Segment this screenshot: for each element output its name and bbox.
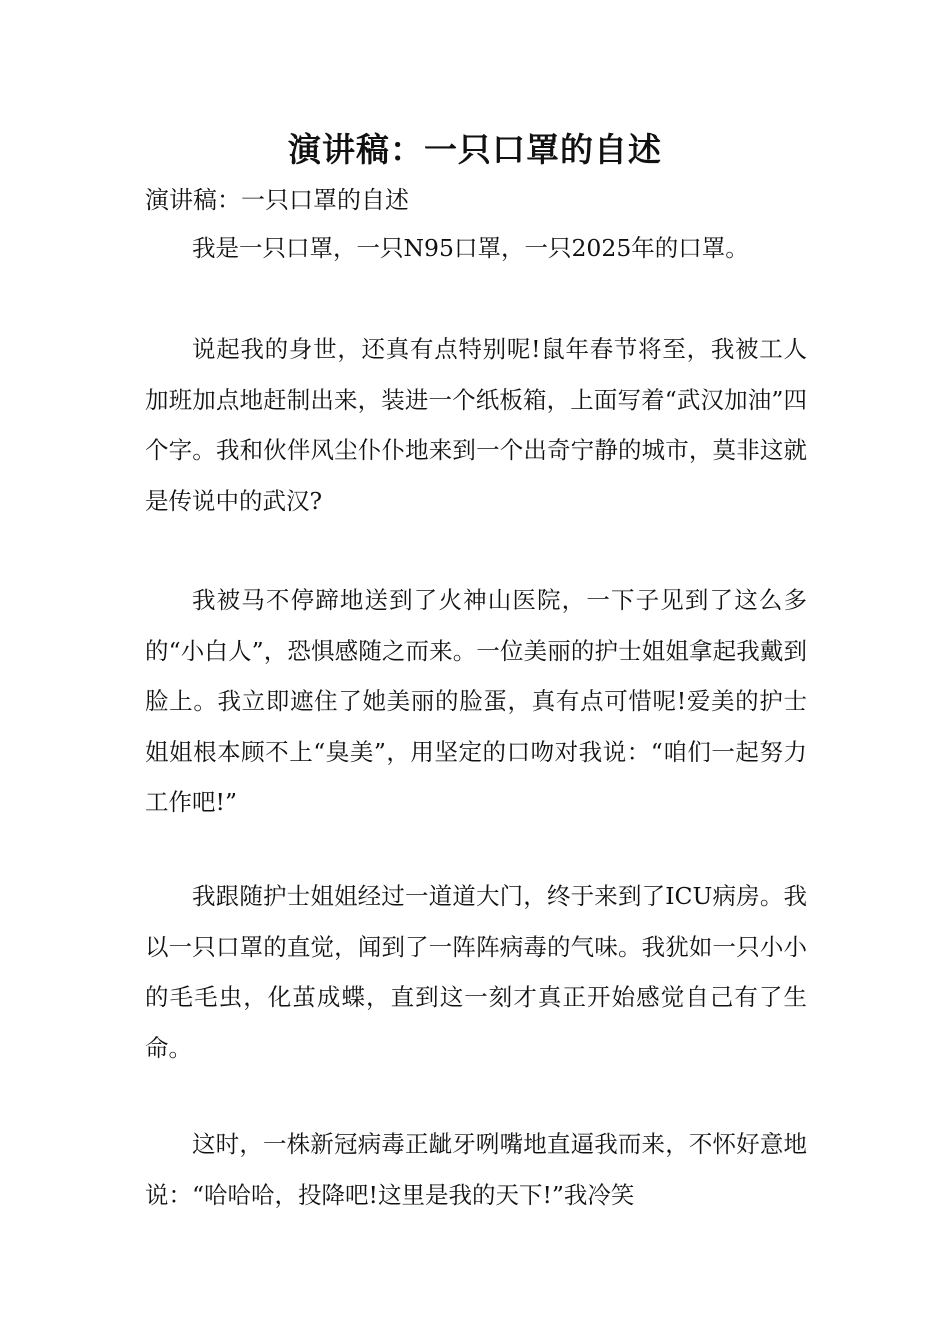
paragraph-1: 我是一只口罩，一只N95口罩，一只2025年的口罩。 (192, 234, 749, 262)
document-title: 演讲稿：一只口罩的自述 (288, 130, 662, 169)
paragraph-3: 我被马不停蹄地送到了火神山医院，一下子见到了这么多的“小白人”，恐惧感随之而来。一位美丽的护士姐姐拿起我戴到脸上。我立即遮住了她美丽的脸蛋，真有点可惜呢!爱美的护士姐姐根本顾不上“臭美”，用坚定的口吻对我说：“咱们一起努力工作吧!” (145, 586, 807, 816)
paragraph-2: 说起我的身世，还真有点特别呢!鼠年春节将至，我被工人加班加点地赶制出来，装进一个纸板箱，上面写着“武汉加油”四个字。我和伙伴风尘仆仆地来到一个出奇宁静的城市，莫非这就是传说中的武汉? (145, 335, 807, 515)
paragraph-4: 我跟随护士姐姐经过一道道大门，终于来到了ICU病房。我以一只口罩的直觉，闻到了一阵阵病毒的气味。我犹如一只小小的毛毛虫，化茧成蝶，直到这一刻才真正开始感觉自己有了生命。 (145, 882, 807, 1062)
paragraph-5: 这时，一株新冠病毒正龇牙咧嘴地直逼我而来，不怀好意地说：“哈哈哈，投降吧!这里是我的天下!”我冷笑 (145, 1130, 807, 1209)
document-subtitle: 演讲稿：一只口罩的自述 (145, 186, 409, 214)
